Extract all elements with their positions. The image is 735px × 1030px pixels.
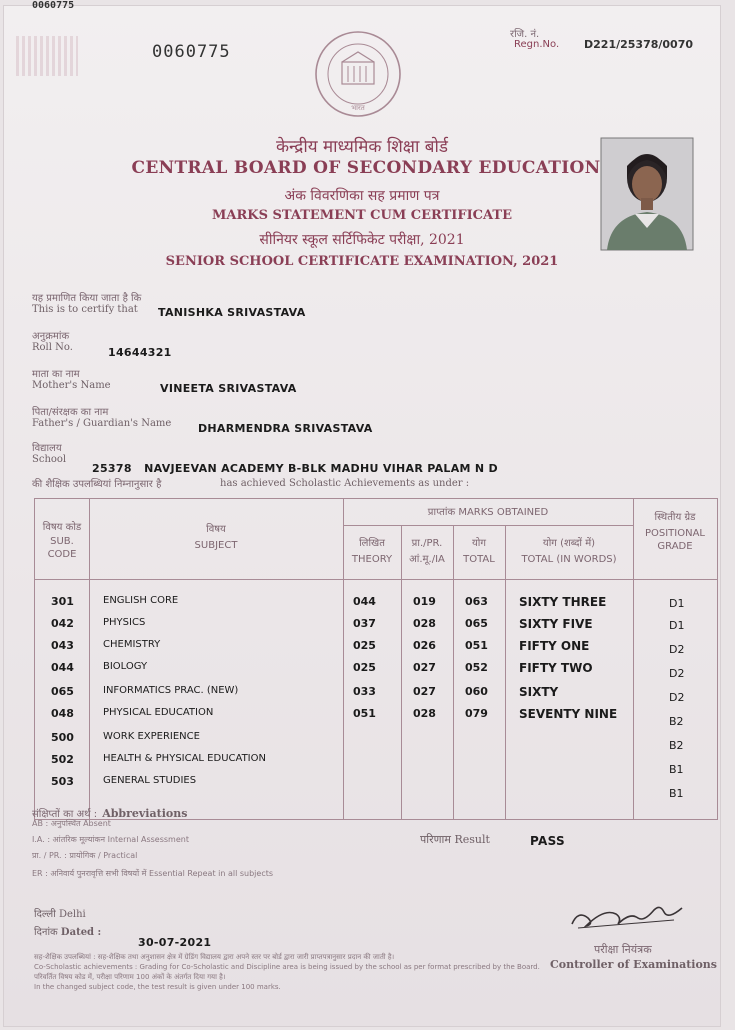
certificate-serial: 0060775	[152, 42, 231, 62]
cell-subject: BIOLOGY	[103, 661, 148, 672]
exam-title: SENIOR SCHOOL CERTIFICATE EXAMINATION, 2021	[165, 254, 559, 269]
cell-code: 044	[51, 661, 74, 674]
marks-table	[34, 498, 718, 820]
cell-subject: WORK EXPERIENCE	[103, 731, 200, 742]
cell-words: SIXTY	[519, 685, 559, 699]
cell-subject: PHYSICS	[103, 617, 146, 628]
cell-grade: B1	[669, 763, 684, 776]
cell-words: FIFTY ONE	[519, 639, 590, 653]
abbrev-practical: प्रा. / PR. : प्रायोगिक / Practical	[32, 851, 138, 860]
cell-pr: 019	[413, 595, 436, 608]
abbreviations-title-hindi: संक्षिप्तों का अर्थ :	[32, 809, 98, 820]
cell-pr: 026	[413, 639, 436, 652]
cell-subject: HEALTH & PHYSICAL EDUCATION	[103, 753, 266, 764]
cell-total: 065	[465, 617, 488, 630]
abbrev-essential-repeat: ER : अनिवार्य पुनरावृत्ति सभी विषयों में Essential Repeat in all subjects	[32, 869, 274, 878]
cell-theory: 051	[353, 707, 376, 720]
place-label: Delhi	[58, 909, 86, 920]
cell-pr: 028	[413, 617, 436, 630]
cell-grade: D1	[669, 597, 685, 610]
place	[34, 906, 86, 920]
controller-title: Controller of Examinations	[550, 958, 717, 971]
cell-subject: INFORMATICS PRAC. (NEW)	[103, 685, 239, 696]
top-serial: 0060775	[32, 0, 75, 11]
cell-code: 048	[51, 707, 74, 720]
cell-theory: 033	[353, 685, 376, 698]
cell-words: SIXTY THREE	[519, 595, 607, 609]
seal-caption: भारत	[351, 104, 365, 112]
cell-pr: 027	[413, 685, 436, 698]
roll-hindi: अनुक्रमांक	[32, 331, 70, 342]
student-photo	[601, 138, 693, 250]
cell-total: 063	[465, 595, 488, 608]
header-marks-obtained	[343, 506, 633, 519]
header-internal-assessment: आं.मू./IA	[409, 554, 445, 565]
cell-grade: D1	[669, 619, 685, 632]
result-label: Result	[454, 833, 490, 846]
certify-hindi: यह प्रमाणित किया जाता है कि	[32, 293, 142, 304]
header-subject-hindi: विषय	[206, 524, 226, 535]
place-hindi: दिल्ली	[34, 909, 56, 920]
cell-subject: GENERAL STUDIES	[103, 775, 197, 786]
cell-theory: 044	[353, 595, 376, 608]
header-practical: प्रा./PR.	[411, 538, 443, 549]
cell-words: SEVENTY NINE	[519, 707, 618, 721]
exam-title-hindi: सीनियर स्कूल सर्टिफिकेट परीक्षा, 2021	[259, 232, 465, 248]
result-value: PASS	[530, 834, 565, 848]
achieved-label: has achieved Scholastic Achievements as under :	[220, 478, 470, 489]
cell-code: 065	[51, 685, 74, 698]
school-label: School	[32, 454, 67, 465]
mother-hindi: माता का नाम	[32, 369, 80, 380]
header-theory: THEORY	[351, 554, 393, 565]
cell-theory: 037	[353, 617, 376, 630]
header-marks-hindi: प्राप्तांक	[427, 507, 456, 518]
cell-grade: D2	[669, 667, 685, 680]
roll-number: 14644321	[108, 346, 172, 359]
cell-total: 051	[465, 639, 488, 652]
header-code: SUB. CODE	[47, 536, 77, 560]
cell-code: 500	[51, 731, 74, 744]
header-grade: POSITIONAL GRADE	[644, 528, 706, 552]
board-name: CENTRAL BOARD OF SECONDARY EDUCATION	[131, 158, 601, 178]
marks-certificate	[4, 0, 720, 1026]
cell-total: 079	[465, 707, 488, 720]
certificate-title: MARKS STATEMENT CUM CERTIFICATE	[212, 208, 512, 223]
board-name-hindi: केन्द्रीय माध्यमिक शिक्षा बोर्ड	[275, 137, 449, 157]
cell-code: 043	[51, 639, 74, 652]
header-theory-hindi: लिखित	[359, 538, 385, 549]
father-name: DHARMENDRA SRIVASTAVA	[198, 422, 373, 435]
cell-pr: 027	[413, 661, 436, 674]
cell-subject: PHYSICAL EDUCATION	[103, 707, 214, 718]
cell-code: 042	[51, 617, 74, 630]
father-label: Father's / Guardian's Name	[32, 418, 172, 429]
dated	[34, 924, 101, 938]
security-stamp	[16, 36, 78, 76]
controller-signature	[564, 894, 694, 938]
cell-theory: 025	[353, 639, 376, 652]
cbse-seal-emblem	[308, 28, 408, 120]
cell-code: 502	[51, 753, 74, 766]
footer-note-4: In the changed subject code, the test result is given under 100 marks.	[34, 983, 281, 991]
cell-subject: CHEMISTRY	[103, 639, 161, 650]
abbreviations-title: Abbreviations	[102, 807, 188, 820]
footer-notes	[34, 952, 714, 992]
cell-grade: D2	[669, 691, 685, 704]
dated-label: Dated :	[60, 927, 102, 938]
footer-note-1: सह-शैक्षिक उपलब्धियां : सह-शैक्षिक तथा अनुशासन क्षेत्र में ग्रेडिंग विद्यालय द्वारा अपने स्तर पर बोर्ड द्वारा जारी प्राप्तपत्रानुसार प्रदान की जाती है।	[34, 953, 395, 961]
cell-code: 301	[51, 595, 74, 608]
header-words-hindi: योग (शब्दों में)	[542, 538, 596, 549]
cell-code: 503	[51, 775, 74, 788]
controller-hindi: परीक्षा नियंत्रक	[594, 943, 652, 956]
certificate-title-hindi: अंक विवरणिका सह प्रमाण पत्र	[284, 188, 440, 204]
cell-pr: 028	[413, 707, 436, 720]
result-hindi: परिणाम	[420, 833, 451, 846]
footer-note-3: परिवर्तित विषय कोड में, परीक्षा परिणाम 100 अंकों के अंतर्गत दिया गया है।	[34, 973, 226, 981]
regn-label: Regn.No.	[514, 39, 560, 50]
abbrev-internal-assessment: I.A. : आंतरिक मूल्यांकन Internal Assessment	[32, 835, 189, 844]
issue-date: 30-07-2021	[138, 936, 212, 949]
mother-name: VINEETA SRIVASTAVA	[160, 382, 297, 395]
cell-total: 060	[465, 685, 488, 698]
result-label-group	[420, 832, 490, 847]
cell-subject: ENGLISH CORE	[103, 595, 179, 606]
cell-grade: D2	[669, 643, 685, 656]
school-name: 25378 NAVJEEVAN ACADEMY B-BLK MADHU VIHAR PALAM N D	[92, 462, 498, 475]
mother-label: Mother's Name	[32, 380, 111, 391]
regn-hindi: रजि. नं.	[510, 29, 540, 40]
student-name: TANISHKA SRIVASTAVA	[158, 306, 306, 319]
header-total-hindi: योग	[471, 538, 487, 549]
cell-theory: 025	[353, 661, 376, 674]
father-hindi: पिता/संरक्षक का नाम	[32, 407, 109, 418]
header-words: TOTAL (IN WORDS)	[521, 554, 617, 565]
achieved-hindi: की शैक्षिक उपलब्धियां निम्नानुसार है	[32, 479, 162, 490]
header-code-hindi: विषय कोड	[42, 522, 82, 533]
footer-note-2: Co-Scholastic achievements : Grading for Co-Scholastic and Discipline area is being issued by the school as per format prescribed by the Board.	[34, 963, 540, 971]
dated-hindi: दिनांक	[34, 927, 58, 938]
header-grade-hindi: स्थितीय ग्रेड	[654, 512, 696, 523]
roll-label: Roll No.	[32, 342, 73, 353]
header-total: TOTAL	[463, 554, 495, 565]
abbrev-absent: AB : अनुपस्थित Absent	[32, 819, 111, 828]
cell-words: FIFTY TWO	[519, 661, 593, 675]
header-marks: MARKS OBTAINED	[458, 507, 549, 518]
regn-number: D221/25378/0070	[584, 38, 694, 51]
cell-total: 052	[465, 661, 488, 674]
school-hindi: विद्यालय	[32, 443, 62, 454]
cell-words: SIXTY FIVE	[519, 617, 593, 631]
header-subject: SUBJECT	[194, 540, 238, 551]
cell-grade: B1	[669, 787, 684, 800]
certify-label: This is to certify that	[32, 304, 138, 315]
cell-grade: B2	[669, 715, 684, 728]
cell-grade: B2	[669, 739, 684, 752]
